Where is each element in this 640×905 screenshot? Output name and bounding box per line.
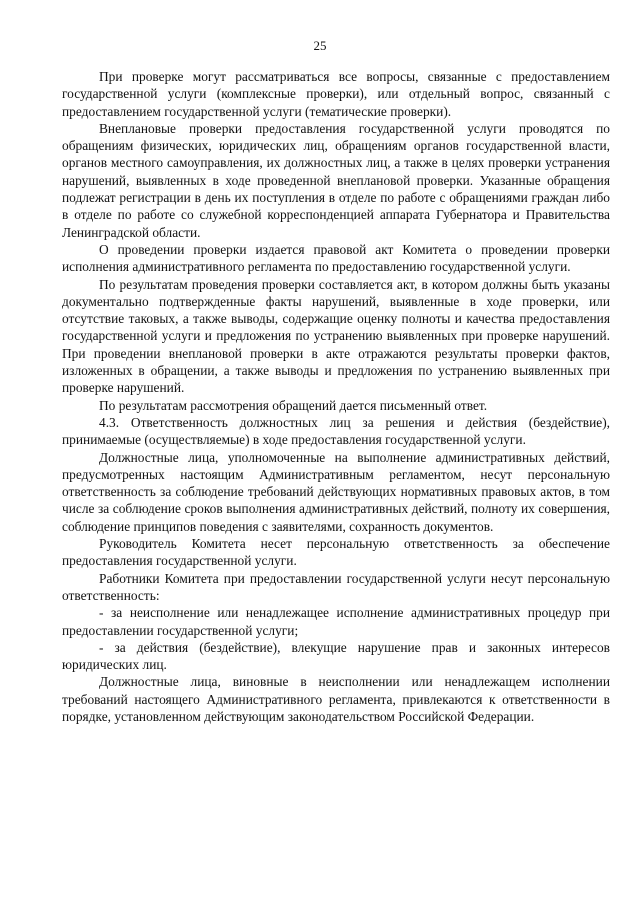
section-heading-4-3: 4.3. Ответственность должностных лиц за решения и действия (бездействие), принимаемые (осуществляемые) в ходе предоставления государственной услуги. bbox=[62, 414, 610, 448]
paragraph: Работники Комитета при предоставлении государственной услуги несут персональную ответственность: bbox=[62, 570, 610, 603]
paragraph: О проведении проверки издается правовой акт Комитета о проведении проверки исполнения административного регламента по предоставлению государственной услуги. bbox=[62, 241, 610, 275]
list-item: - за действия (бездействие), влекущие нарушение прав и законных интересов юридических лиц. bbox=[62, 639, 610, 673]
paragraph: По результатам проведения проверки составляется акт, в котором должны быть указаны документально подтвержденные факты нарушений, выявленные в ходе проверки, или отсутствие таковых, а также выводы, содержащие оценку полноты и качества предоставления государственной услуги и предложения по устранению выявленных при проверке нарушений. При проведении внеплановой проверки в акте отражаются результаты проверки фактов, изложенных в обращении, а также выводы и предложения по устранению выявленных при проверке нарушений. bbox=[62, 276, 610, 396]
paragraph: Должностные лица, уполномоченные на выполнение административных действий, предусмотренных настоящим Административным регламентом, несут персональную ответственность за соблюдение требований действующих нормативных правовых актов, в том числе за соблюдение сроков выполнения административных действий, полноту их совершения, соблюдение принципов поведения с заявителями, сохранность документов. bbox=[62, 449, 610, 534]
list-item: - за неисполнение или ненадлежащее исполнение административных процедур при предоставлении государственной услуги; bbox=[62, 605, 610, 638]
paragraph: Руководитель Комитета несет персональную ответственность за обеспечение предоставления государственной услуги. bbox=[62, 536, 610, 569]
paragraph: При проверке могут рассматриваться все вопросы, связанные с предоставлением государственной услуги (комплексные проверки), или отдельный вопрос, связанный с предоставлением государственной услуги (тематические проверки). bbox=[62, 69, 610, 119]
paragraph: По результатам рассмотрения обращений дается письменный ответ. bbox=[99, 397, 488, 413]
document-body bbox=[62, 68, 610, 725]
paragraph: Внеплановые проверки предоставления государственной услуги проводятся по обращениям физических, юридических лиц, обращениям органов государственной власти, органов местного самоуправления, их должностных лиц, а также в целях проверки устранения нарушений, выявленных в ходе проведенной внеплановой проверки. Указанные обращения подлежат регистрации в день их поступления в отделе по работе с обращениями граждан либо в отделе по работе со служебной корреспонденцией аппарата Губернатора и Правительства Ленинградской области. bbox=[62, 120, 610, 240]
paragraph: Должностные лица, виновные в неисполнении или ненадлежащем исполнении требований настоящего Административного регламента, привлекаются к ответственности в порядке, установленном действующим законодательством Российской Федерации. bbox=[62, 674, 610, 724]
page-number: 25 bbox=[313, 38, 327, 53]
